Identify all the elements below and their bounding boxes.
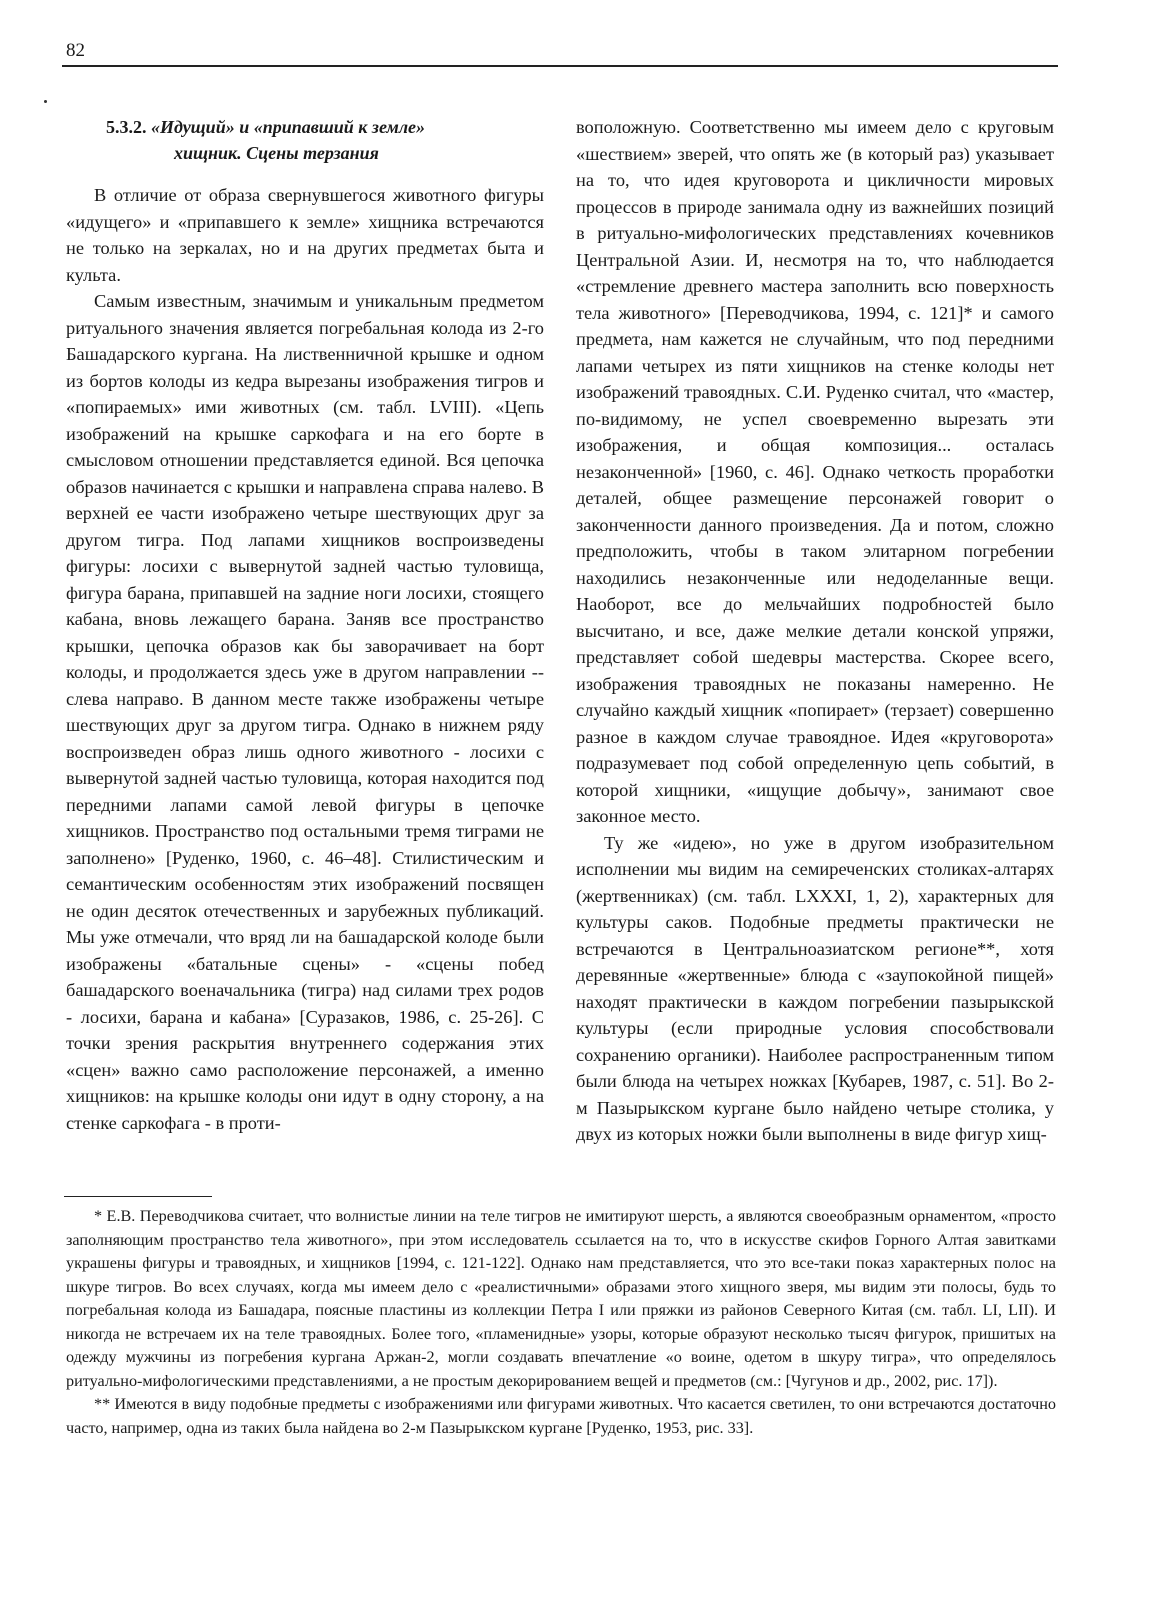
- left-paragraph-1: В отличие от образа свернувшегося животного фигуры «идущего» и «припавшего к земле» хищника встречаются не только на зеркалах, но и на других предметах быта и культа.: [66, 185, 544, 285]
- right-paragraph-2: Ту же «идею», но уже в другом изобразительном исполнении мы видим на семиреченских столиках-алтарях (жертвенниках) (см. табл. LXXXI, 1, 2), характерных для культуры саков. Подобные предметы практически не встречаются в Центральноазиатском регионе**, хотя деревянные «жертвенные» блюда с «заупокойной пищей» находят практически в каждом погребении пазырыкской культуры (если природные условия способствовали сохранению органики). Наиболее распространенным типом были блюда на четырех ножках [Кубарев, 1987, с. 51]. Во 2-м Пазырыкском кургане было найдено четыре столика, у двух из которых ножки были выполнены в виде фигур хищ-: [576, 832, 1054, 1144]
- left-paragraph-2: Самым известным, значимым и уникальным предметом ритуального значения является погребальная колода из 2-го Башадарского кургана. На лиственничной крышке и одном из бортов колоды из кедра вырезаны изображения тигров и «попираемых» ими животных (см. табл. LVIII). «Цепь изображений на крышке саркофага и на его борте в смысловом отношении представляется единой. Вся цепочка образов начинается с крышки и направлена справа налево. В верхней ее части изображено четыре шествующих друг за другом тигра. Под лапами хищников воспроизведены фигуры: лосихи с вывернутой задней частью туловища, фигура барана, припавшей на задние ноги лосихи, стоящего кабана, вновь лежащего барана. Заняв все пространство крышки, цепочка образов как бы заворачивает на борт колоды, и продолжается здесь уже в другом направлении -- слева направо. В данном месте также изображены четыре шествующих друг за другом тигра. Однако в нижнем ряду воспроизведен образ лишь одного животного - лосихи с вывернутой задней частью туловища, которая находится под передними лапами самой левой фигуры в цепочке хищников. Пространство под остальными тремя тиграми не заполнено» [Руденко, 1960, с. 46–48]. Стилистическим и семантическим особенностям этих изображений посвящен не один десяток отечественных и зарубежных публикаций. Мы уже отмечали, что вряд ли на башадарской колоде были изображены «батальные сцены» - «сцены побед башадарского военачальника (тигра) над силами трех родов - лосихи, барана и кабана» [Суразаков, 1986, с. 25-26]. С точки зрения раскрытия внутреннего содержания этих «сцен» важно само расположение персонажей, а именно хищников: на крышке колоды они идут в одну сторону, а на стенке саркофага - в проти-: [66, 291, 544, 1133]
- page-number: 82: [66, 40, 85, 61]
- section-title-line2: хищник. Сцены терзания: [174, 143, 379, 163]
- margin-dot: [44, 100, 47, 103]
- left-column: [66, 114, 544, 1136]
- footnote-1: * Е.В. Переводчикова считает, что волнистые линии на теле тигров не имитируют шерсть, а являются своеобразным орнаментом, «просто заполняющим пространство тела животного», при этом исследователь ссылается на то, что в искусстве скифов Горного Алтая завитками украшены фигуры и травоядных, и хищников [1994, с. 121-122]. Однако нам представляется, что это все-таки показ характерных полос на шкуре тигров. Во всех случаях, когда мы имеем дело с «реалистичными» образами этого хищного зверя, мы видим эти полосы, будь то погребальная колода из Башадара, поясные пластины из коллекции Петра I или пряжки из районов Северного Китая (см. табл. LI, LII). И никогда не встречаем их на теле травоядных. Более того, «пламенидные» узоры, которые образуют несколько тысяч фигурок, пришитых на одежду мужчины из погребения кургана Аржан-2, могли создавать впечатление «о воине, одетом в шкуру тигра», что определялось ритуально-мифологическими представлениями, а не простым декорированием вещей и предметов (см.: [Чугунов и др., 2002, рис. 17]).: [66, 1207, 1056, 1390]
- footnote-2: ** Имеются в виду подобные предметы с изображениями или фигурами животных. Что касается светилен, то они встречаются достаточно часто, например, одна из таких была найдена во 2-м Пазырыкском кургане [Руденко, 1953, рис. 33].: [66, 1395, 1056, 1437]
- section-number: 5.3.2.: [106, 117, 147, 137]
- header-rule: [62, 65, 1058, 67]
- section-title-line1: «Идущий» и «припавший к земле»: [151, 117, 426, 137]
- right-column: [576, 114, 1054, 1148]
- footnote-rule: [64, 1196, 212, 1197]
- section-heading: [66, 114, 544, 166]
- right-paragraph-1: воположную. Соответственно мы имеем дело с круговым «шествием» зверей, что опять же (в который раз) указывает на то, что идея круговорота и цикличности мировых процессов в природе занимала одну из важнейших позиций в ритуально-мифологических представлениях кочевников Центральной Азии. И, несмотря на то, что наблюдается «стремление древнего мастера заполнить всю поверхность тела животного» [Переводчикова, 1994, с. 121]* и самого предмета, нам кажется не случайным, что под передними лапами четырех из пяти хищников на стенке колоды нет изображений травоядных. С.И. Руденко считал, что «мастер, по-видимому, не успел своевременно вырезать эти изображения, и общая композиция... осталась незаконченной» [1960, с. 46]. Однако четкость проработки деталей, общее размещение персонажей говорит о законченности данного произведения. Да и потом, сложно предположить, чтобы в таком элитарном погребении находились незаконченные или недоделанные вещи. Наоборот, все до мельчайших подробностей было высчитано, и все, даже мелкие детали конской упряжи, представляет собой шедевры мастерства. Скорее всего, изображения травоядных не показаны намеренно. Не случайно каждый хищник «попирает» (терзает) совершенно разное в каждом случае травоядное. Идея «круговорота» подразумевает под собой определенную цепь событий, в которой хищники, «ищущие добычу», занимают свое законное место.: [576, 117, 1054, 826]
- footnotes: [66, 1205, 1056, 1440]
